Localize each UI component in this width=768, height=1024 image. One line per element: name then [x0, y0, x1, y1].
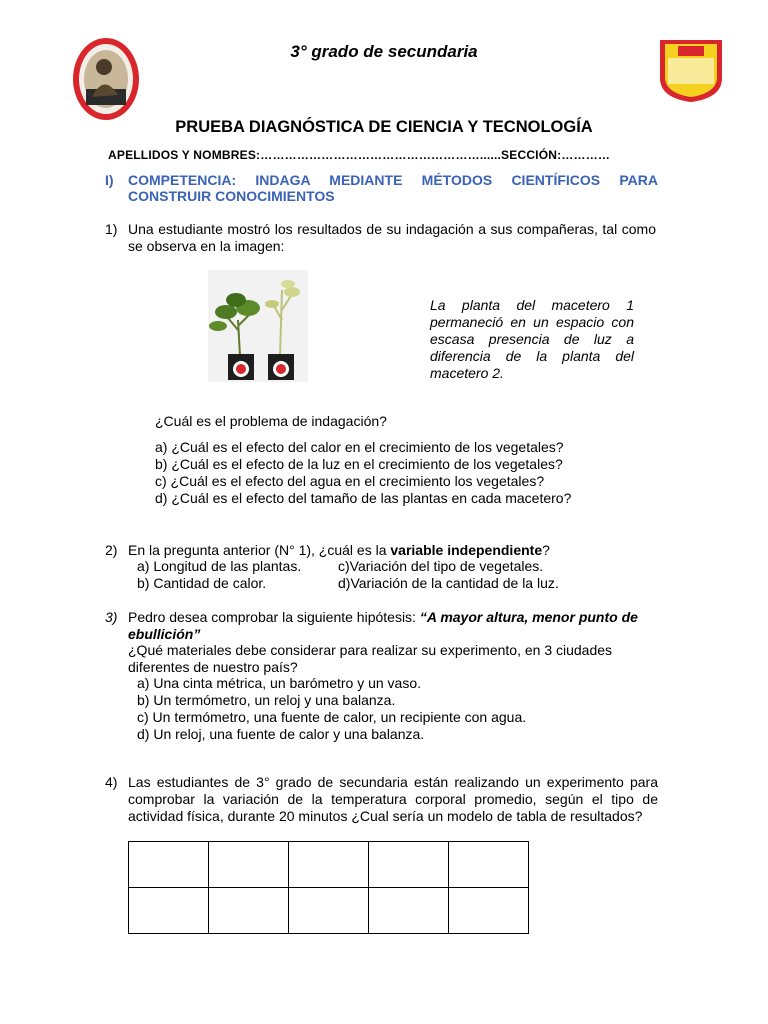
results-table-model [128, 841, 529, 934]
table-cell[interactable] [129, 888, 209, 934]
plant-experiment-photo [208, 270, 308, 382]
question-2-options-col2 [338, 558, 559, 592]
question-1-text: Una estudiante mostró los resultados de su indagación a sus compañeras, tal como se observa en la imagen: [128, 221, 656, 254]
exam-title: PRUEBA DIAGNÓSTICA DE CIENCIA Y TECNOLOGÍA [175, 118, 593, 136]
question-4-text: Las estudiantes de 3° grado de secundaria están realizando un experimento para comprobar la variación de la temperatura corporal promedio, según el tipo de actividad física, durante 20 minutos ¿Cual sería un modelo de tabla de resultados? [128, 774, 658, 824]
question-1-number: 1) [105, 221, 118, 237]
table-cell[interactable] [129, 842, 209, 888]
table-cell[interactable] [369, 888, 449, 934]
question-1-options [155, 439, 571, 507]
table-cell[interactable] [369, 842, 449, 888]
question-2-option-d[interactable]: d)Variación de la cantidad de la luz. [338, 575, 559, 591]
question-1-option-c[interactable]: c) ¿Cuál es el efecto del agua en el crecimiento los vegetales? [155, 473, 545, 489]
photo-caption: La planta del macetero 1 permaneció en un espacio con escasa presencia de luz a diferencia de la planta del macetero 2. [430, 297, 634, 381]
table-cell[interactable] [209, 842, 289, 888]
hypothesis-text: “A mayor altura, menor punto de ebullición” [128, 609, 638, 642]
question-1-option-a[interactable]: a) ¿Cuál es el efecto del calor en el crecimiento de los vegetales? [155, 439, 564, 455]
question-1-problem: ¿Cuál es el problema de indagación? [155, 413, 387, 429]
question-2-option-b[interactable]: b) Cantidad de calor. [137, 575, 267, 591]
question-3-options [137, 675, 526, 743]
competence-text: COMPETENCIA: INDAGA MEDIANTE MÉTODOS CIENTÍFICOS PARA CONSTRUIR CONOCIMIENTOS [128, 172, 658, 204]
table-cell[interactable] [209, 888, 289, 934]
question-1-option-b[interactable]: b) ¿Cuál es el efecto de la luz en el crecimiento de los vegetales? [155, 456, 563, 472]
question-1-option-d[interactable]: d) ¿Cuál es el efecto del tamaño de las plantas en cada macetero? [155, 490, 572, 506]
independent-variable-term: variable independiente [390, 542, 543, 558]
question-3-option-a[interactable]: a) Una cinta métrica, un barómetro y un vaso. [137, 675, 422, 691]
table-cell[interactable] [289, 842, 369, 888]
table-cell[interactable] [449, 842, 529, 888]
competence-number: I) [105, 172, 114, 188]
question-2-option-a[interactable]: a) Longitud de las plantas. [137, 558, 302, 574]
question-3-option-d[interactable]: d) Un reloj, una fuente de calor y una balanza. [137, 726, 425, 742]
question-4-number: 4) [105, 774, 118, 790]
question-3-option-c[interactable]: c) Un termómetro, una fuente de calor, un recipiente con agua. [137, 709, 527, 725]
table-cell[interactable] [449, 888, 529, 934]
question-2-number: 2) [105, 542, 118, 558]
question-3-text: Pedro desea comprobar la siguiente hipótesis: “A mayor altura, menor punto de ebullición” [128, 609, 638, 642]
question-3-number: 3) [105, 609, 118, 625]
table-row [129, 888, 529, 934]
question-3-option-b[interactable]: b) Un termómetro, un reloj y una balanza. [137, 692, 396, 708]
page-header-title: 3° grado de secundaria [290, 42, 478, 61]
table-row [129, 842, 529, 888]
question-2-text: En la pregunta anterior (N° 1), ¿cuál es la variable independiente? [128, 542, 550, 558]
question-3-question: ¿Qué materiales debe considerar para realizar su experimento, en 3 ciudades diferentes de nuestro país? [128, 642, 613, 675]
question-2-option-c[interactable]: c)Variación del tipo de vegetales. [338, 558, 544, 574]
student-name-section-line: APELLIDOS Y NOMBRES:………………………………………………......SECCIÓN:………… [108, 148, 611, 162]
question-2-options-col1 [137, 558, 301, 592]
table-cell[interactable] [289, 888, 369, 934]
